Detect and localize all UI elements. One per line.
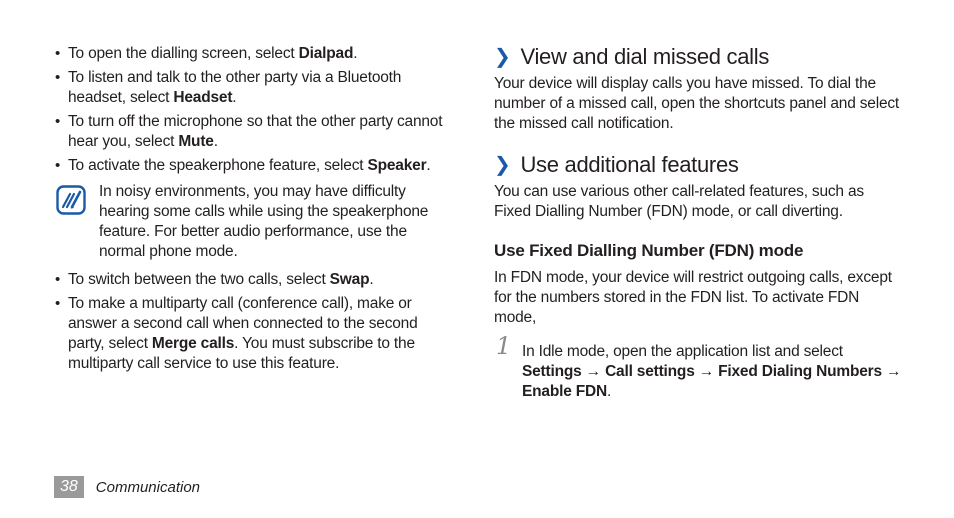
bullet-item: • To listen and talk to the other party via a Bluetooth headset, select Headset. — [54, 68, 449, 108]
ui-term: Swap — [329, 271, 370, 288]
section-heading-missed-calls — [494, 44, 904, 70]
page-number-badge: 38 — [54, 476, 84, 498]
note-text: In noisy environments, you may have difficulty hearing some calls while using the speakerphone feature. For better audio performance, use the normal phone mode. — [99, 183, 429, 260]
note-block — [54, 182, 449, 262]
ui-term: Speaker — [367, 157, 427, 174]
section-body: You can use various other call-related features, such as Fixed Dialling Number (FDN) mode, or call diverting. — [494, 183, 864, 220]
bullet-item: • To make a multiparty call (conference call), make or answer a second call when connected to the second party, select Merge calls. You must subscribe to the multiparty call service to use this feature. — [54, 294, 449, 374]
note-pencil-icon — [56, 185, 86, 215]
bullet-item: • To activate the speakerphone feature, select Speaker. — [54, 156, 449, 176]
ui-term: Dialpad — [298, 45, 354, 62]
chevron-right-icon: ❯ — [494, 46, 511, 68]
menu-path: Settings — [522, 363, 582, 380]
subsection-title-fdn: Use Fixed Dialling Number (FDN) mode — [494, 241, 804, 260]
ui-term: Headset — [173, 89, 233, 106]
bullet-item: • To open the dialling screen, select Dialpad. — [54, 44, 449, 64]
bullet-item: • To turn off the microphone so that the other party cannot hear you, select Mute. — [54, 112, 449, 152]
chapter-name: Communication — [95, 478, 201, 496]
left-column — [54, 44, 449, 378]
menu-path: Enable FDN — [522, 383, 607, 400]
ui-term: Merge calls — [151, 335, 235, 352]
bullet-item: • To switch between the two calls, select Swap. — [54, 270, 449, 290]
section-title: View and dial missed calls — [520, 44, 770, 69]
step-item: 1 In Idle mode, open the application list and select Settings → Call settings → Fixed Dialing Numbers → Enable FDN. — [496, 332, 902, 400]
subsection-body: In FDN mode, your device will restrict outgoing calls, except for the numbers stored in the FDN list. To activate FDN mode, — [494, 269, 892, 326]
step-number: 1 — [496, 332, 512, 360]
page-footer — [54, 476, 200, 498]
menu-path: Call settings — [605, 363, 695, 380]
menu-path: Fixed Dialing Numbers — [718, 363, 882, 380]
right-column — [494, 44, 904, 402]
section-heading-additional-features — [494, 152, 904, 178]
ui-term: Mute — [178, 133, 214, 150]
chevron-right-icon: ❯ — [494, 154, 511, 176]
section-body: Your device will display calls you have missed. To dial the number of a missed call, open the shortcuts panel and select the missed call notification. — [494, 75, 900, 132]
section-title: Use additional features — [520, 152, 739, 177]
